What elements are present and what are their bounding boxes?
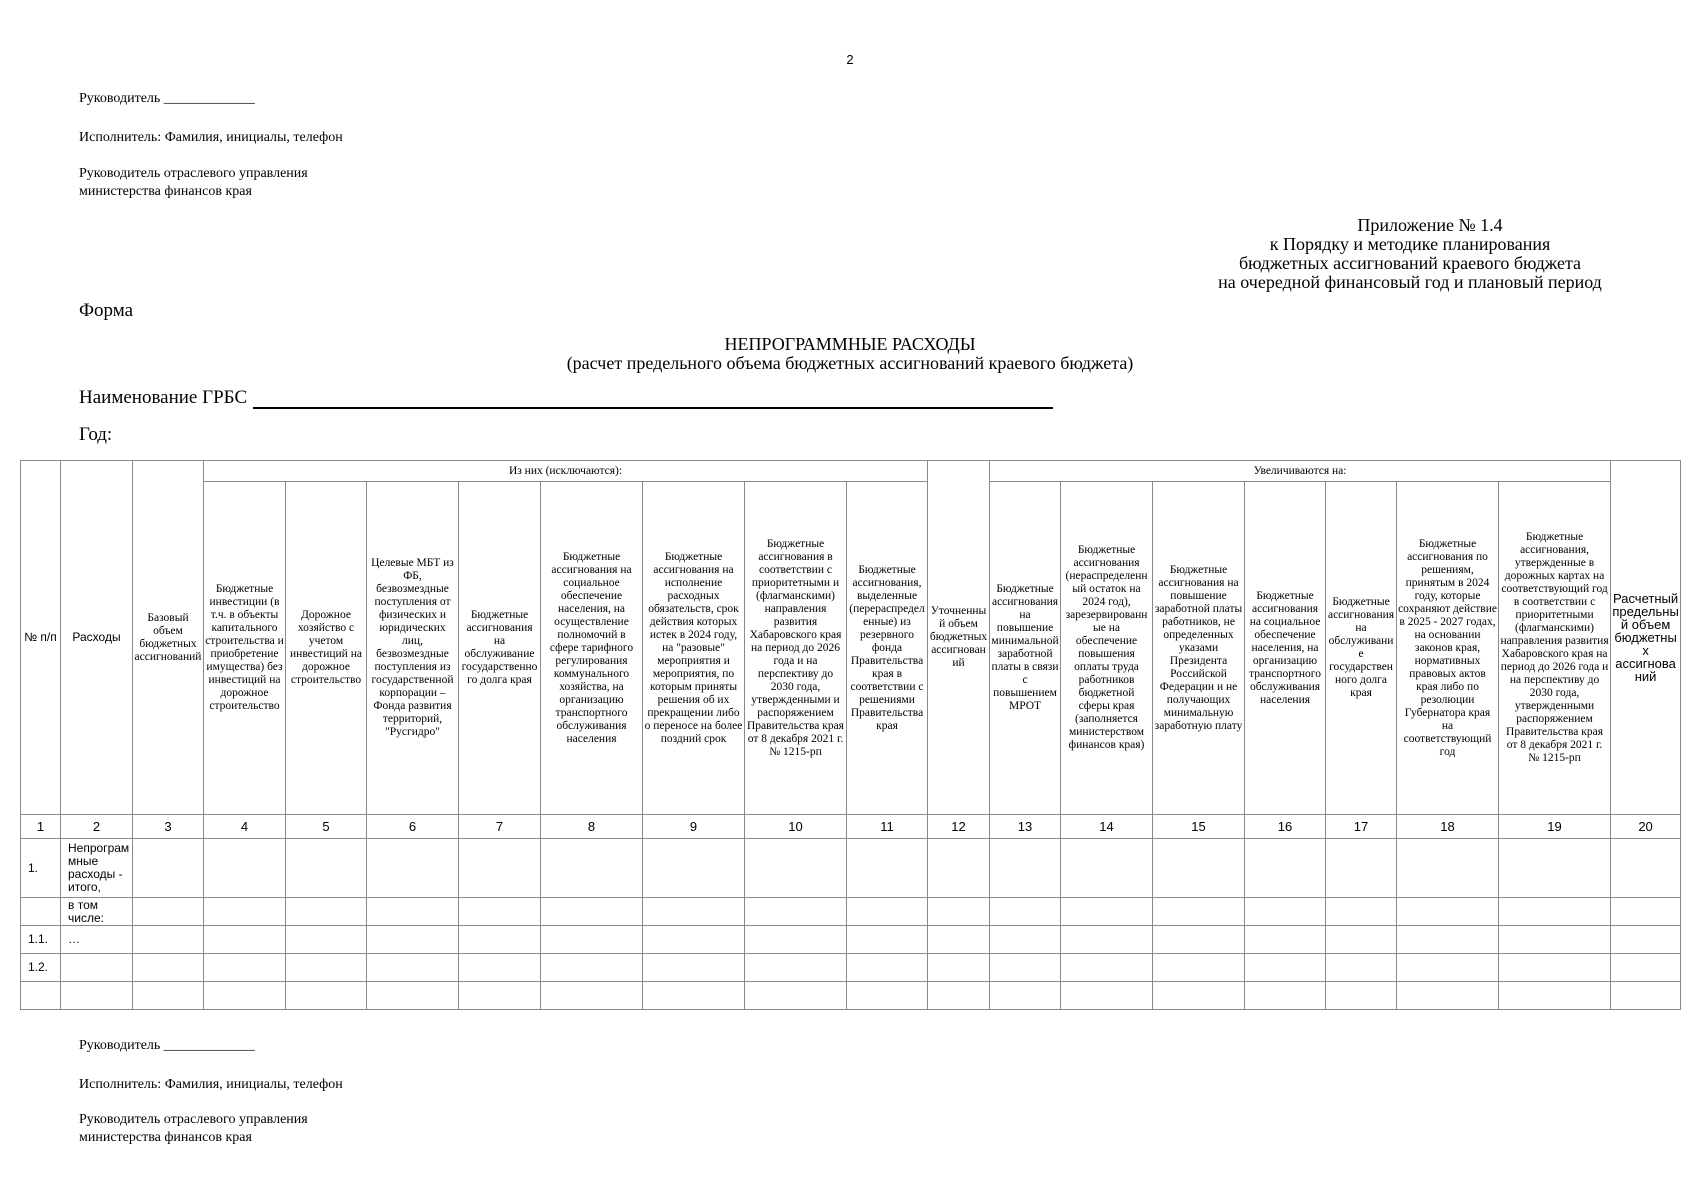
value-cell[interactable] [459,982,541,1010]
value-cell[interactable] [1611,982,1681,1010]
value-cell[interactable] [204,839,286,898]
row-number: 1.2. [21,954,61,982]
value-cell[interactable] [1499,954,1611,982]
group-increased: Увеличиваются на: [990,461,1611,482]
col-header-12: Уточненный объем бюджетных ассигнований [928,461,990,815]
table-row [21,926,1681,954]
column-number: 10 [745,815,847,839]
value-cell[interactable] [643,954,745,982]
value-cell[interactable] [367,926,459,954]
value-cell[interactable] [286,926,367,954]
value-cell[interactable] [1397,898,1499,926]
col-header-14: Бюджетные ассигнования (нераспределенный остаток на 2024 год), зарезервированные на обеспечение повышения оплаты труда работников бюджетной сферы края (заполняется министерством финансов края) [1061,482,1153,815]
title-line-2: (расчет предельного объема бюджетных ассигнований краевого бюджета) [566,353,1134,373]
col-header-20: Расчетный предельный объем бюджетных ассигнований [1611,461,1681,815]
row-number [21,982,61,1010]
value-cell[interactable] [745,898,847,926]
signature-dept-head-bottom: Руководитель отраслевого управления министерства финансов края [79,1112,308,1145]
row-number: 1. [21,839,61,898]
value-cell[interactable] [1499,982,1611,1010]
value-cell[interactable] [204,982,286,1010]
col-header-9: Бюджетные ассигнования на исполнение расходных обязательств, срок действия которых истек в 2024 году, на "разовые" мероприятия и мероприятия, по которым приняты решения об их прекращении либо о переносе на более поздний срок [643,482,745,815]
value-cell[interactable] [541,898,643,926]
value-cell[interactable] [1245,926,1326,954]
value-cell[interactable] [1326,954,1397,982]
value-cell[interactable] [1397,839,1499,898]
column-number: 8 [541,815,643,839]
column-number-row [21,815,1681,839]
header-row [21,482,1681,815]
value-cell[interactable] [133,926,204,954]
grbs-label: Наименование ГРБС [79,387,248,408]
value-cell[interactable] [286,954,367,982]
column-number: 19 [1499,815,1611,839]
col-header-15: Бюджетные ассигнования на повышение заработной платы работников, не определенных указами Президента Российской Федерации и не получающих минимальную заработную плату [1153,482,1245,815]
value-cell[interactable] [847,982,928,1010]
col-header-11: Бюджетные ассигнования, выделенные (перераспределенные) из резервного фонда Правительства края в соответствии с решениями Правительства края [847,482,928,815]
value-cell[interactable] [990,839,1061,898]
value-cell[interactable] [367,898,459,926]
row-name: … [61,926,133,954]
value-cell[interactable] [1245,982,1326,1010]
value-cell[interactable] [1611,839,1681,898]
value-cell[interactable] [847,954,928,982]
signature-executor-top: Исполнитель: Фамилия, инициалы, телефон [79,130,343,145]
column-number: 17 [1326,815,1397,839]
form-label: Форма [79,300,134,321]
value-cell[interactable] [459,839,541,898]
value-cell[interactable] [928,982,990,1010]
value-cell[interactable] [1326,982,1397,1010]
value-cell[interactable] [643,982,745,1010]
value-cell[interactable] [928,926,990,954]
value-cell[interactable] [1061,839,1153,898]
column-number: 16 [1245,815,1326,839]
col-header-10: Бюджетные ассигнования в соответствии с приоритетными и (флагманскими) направления развития Хабаровского края на период до 2026 года и на перспективу до 2030 года, утвержденными и распоряжением Правительства края от 8 декабря 2021 г. № 1215-рп [745,482,847,815]
value-cell[interactable] [541,954,643,982]
table-row [21,839,1681,898]
value-cell[interactable] [286,982,367,1010]
appendix-line-1: Приложение № 1.4 [1357,215,1503,235]
table-row [21,898,1681,926]
value-cell[interactable] [541,982,643,1010]
column-number: 12 [928,815,990,839]
col-header-2: Расходы [61,461,133,815]
value-cell[interactable] [1153,982,1245,1010]
column-number: 9 [643,815,745,839]
value-cell[interactable] [459,954,541,982]
value-cell[interactable] [745,926,847,954]
page-number: 2 [846,52,854,67]
value-cell[interactable] [459,898,541,926]
value-cell[interactable] [1499,926,1611,954]
col-header-5: Дорожное хозяйство с учетом инвестиций на дорожное строительство [286,482,367,815]
value-cell[interactable] [1245,839,1326,898]
value-cell[interactable] [1397,982,1499,1010]
group-excluded: Из них (исключаются): [204,461,928,482]
column-number: 13 [990,815,1061,839]
value-cell[interactable] [1326,839,1397,898]
value-cell[interactable] [847,839,928,898]
value-cell[interactable] [367,982,459,1010]
value-cell[interactable] [1061,982,1153,1010]
value-cell[interactable] [1499,898,1611,926]
appendix-block [1180,216,1640,292]
value-cell[interactable] [367,954,459,982]
value-cell[interactable] [990,898,1061,926]
value-cell[interactable] [133,839,204,898]
value-cell[interactable] [643,926,745,954]
value-cell[interactable] [1061,926,1153,954]
value-cell[interactable] [286,898,367,926]
value-cell[interactable] [1611,898,1681,926]
value-cell[interactable] [286,839,367,898]
row-name: в том числе: [61,898,133,926]
col-header-3: Базовый объем бюджетных ассигнований [133,461,204,815]
column-number: 3 [133,815,204,839]
grbs-field [79,387,1053,409]
value-cell[interactable] [1397,926,1499,954]
value-cell[interactable] [847,926,928,954]
value-cell[interactable] [133,982,204,1010]
document-title [480,335,1220,373]
year-label: Год: [79,424,113,445]
row-name: Непрограммные расходы - итого, [61,839,133,898]
column-number: 5 [286,815,367,839]
column-number: 4 [204,815,286,839]
value-cell[interactable] [204,898,286,926]
value-cell[interactable] [204,926,286,954]
value-cell[interactable] [541,926,643,954]
column-number: 11 [847,815,928,839]
value-cell[interactable] [133,954,204,982]
column-number: 15 [1153,815,1245,839]
col-header-4: Бюджетные инвестиции (в т.ч. в объекты капитального строительства и приобретение имущества) без инвестиций на дорожное строительство [204,482,286,815]
column-number: 2 [61,815,133,839]
value-cell[interactable] [367,839,459,898]
column-number: 6 [367,815,459,839]
value-cell[interactable] [928,839,990,898]
value-cell[interactable] [1611,954,1681,982]
value-cell[interactable] [990,926,1061,954]
row-name [61,954,133,982]
col-header-18: Бюджетные ассигнования по решениям, принятым в 2024 году, которые сохраняют действие в 2025 - 2027 годах, на основании законов края, нормативных правовых актов края либо по резолюции Губернатора края на соответствующий год [1397,482,1499,815]
value-cell[interactable] [1326,898,1397,926]
value-cell[interactable] [1245,898,1326,926]
col-header-16: Бюджетные ассигнования на социальное обеспечение населения, на организацию транспортного обслуживания населения [1245,482,1326,815]
value-cell[interactable] [847,898,928,926]
value-cell[interactable] [541,839,643,898]
row-number: 1.1. [21,926,61,954]
col-header-13: Бюджетные ассигнования на повышение минимальной заработной платы в связи с повышением МРОТ [990,482,1061,815]
value-cell[interactable] [990,982,1061,1010]
signature-head-bottom: Руководитель _____________ [79,1038,255,1053]
row-number [21,898,61,926]
value-cell[interactable] [1061,954,1153,982]
grbs-input-line[interactable] [253,387,1053,409]
value-cell[interactable] [643,839,745,898]
col-header-8: Бюджетные ассигнования на социальное обеспечение населения, на осуществление полномочий в сфере тарифного регулирования коммунального хозяйства, на организацию транспортного обслуживания населения [541,482,643,815]
col-header-7: Бюджетные ассигнования на обслуживание государственного долга края [459,482,541,815]
value-cell[interactable] [745,839,847,898]
value-cell[interactable] [745,954,847,982]
signature-head-top: Руководитель _____________ [79,91,255,106]
value-cell[interactable] [1611,926,1681,954]
col-header-17: Бюджетные ассигнования на обслуживание государственного долга края [1326,482,1397,815]
value-cell[interactable] [928,898,990,926]
value-cell[interactable] [1153,839,1245,898]
value-cell[interactable] [1061,898,1153,926]
signature-dept-head-top: Руководитель отраслевого управления министерства финансов края [79,166,308,199]
value-cell[interactable] [1397,954,1499,982]
appendix-line-3: бюджетных ассигнований краевого бюджета [1238,253,1582,273]
column-number: 20 [1611,815,1681,839]
value-cell[interactable] [643,898,745,926]
title-line-1: НЕПРОГРАММНЫЕ РАСХОДЫ [724,334,976,354]
appendix-line-4: на очередной финансовый год и плановый период [1218,272,1602,292]
value-cell[interactable] [990,954,1061,982]
value-cell[interactable] [1153,898,1245,926]
value-cell[interactable] [133,898,204,926]
col-header-19: Бюджетные ассигнования, утвержденные в дорожных картах на соответствующий год в соответствии с приоритетными (флагманскими) направления развития Хабаровского края на период до 2026 года и на перспективу до 2030 года, утвержденными распоряжением Правительства края от 8 декабря 2021 г. № 1215-рп [1499,482,1611,815]
column-number: 7 [459,815,541,839]
table-row [21,982,1681,1010]
value-cell[interactable] [1326,926,1397,954]
value-cell[interactable] [1245,954,1326,982]
value-cell[interactable] [204,954,286,982]
value-cell[interactable] [1499,839,1611,898]
budget-table [20,460,1681,1010]
row-name [61,982,133,1010]
column-number: 1 [21,815,61,839]
value-cell[interactable] [745,982,847,1010]
value-cell[interactable] [1153,954,1245,982]
table-row [21,954,1681,982]
group-header-row [21,461,1681,482]
value-cell[interactable] [1153,926,1245,954]
col-header-1: № п/п [21,461,61,815]
col-header-6: Целевые МБТ из ФБ, безвозмездные поступления от физических и юридических лиц, безвозмездные поступления из государственной корпорации – Фонда развития территорий, "Русгидро" [367,482,459,815]
appendix-line-2: к Порядку и методике планирования [1269,234,1551,254]
value-cell[interactable] [459,926,541,954]
value-cell[interactable] [928,954,990,982]
column-number: 18 [1397,815,1499,839]
signature-executor-bottom: Исполнитель: Фамилия, инициалы, телефон [79,1077,343,1092]
column-number: 14 [1061,815,1153,839]
